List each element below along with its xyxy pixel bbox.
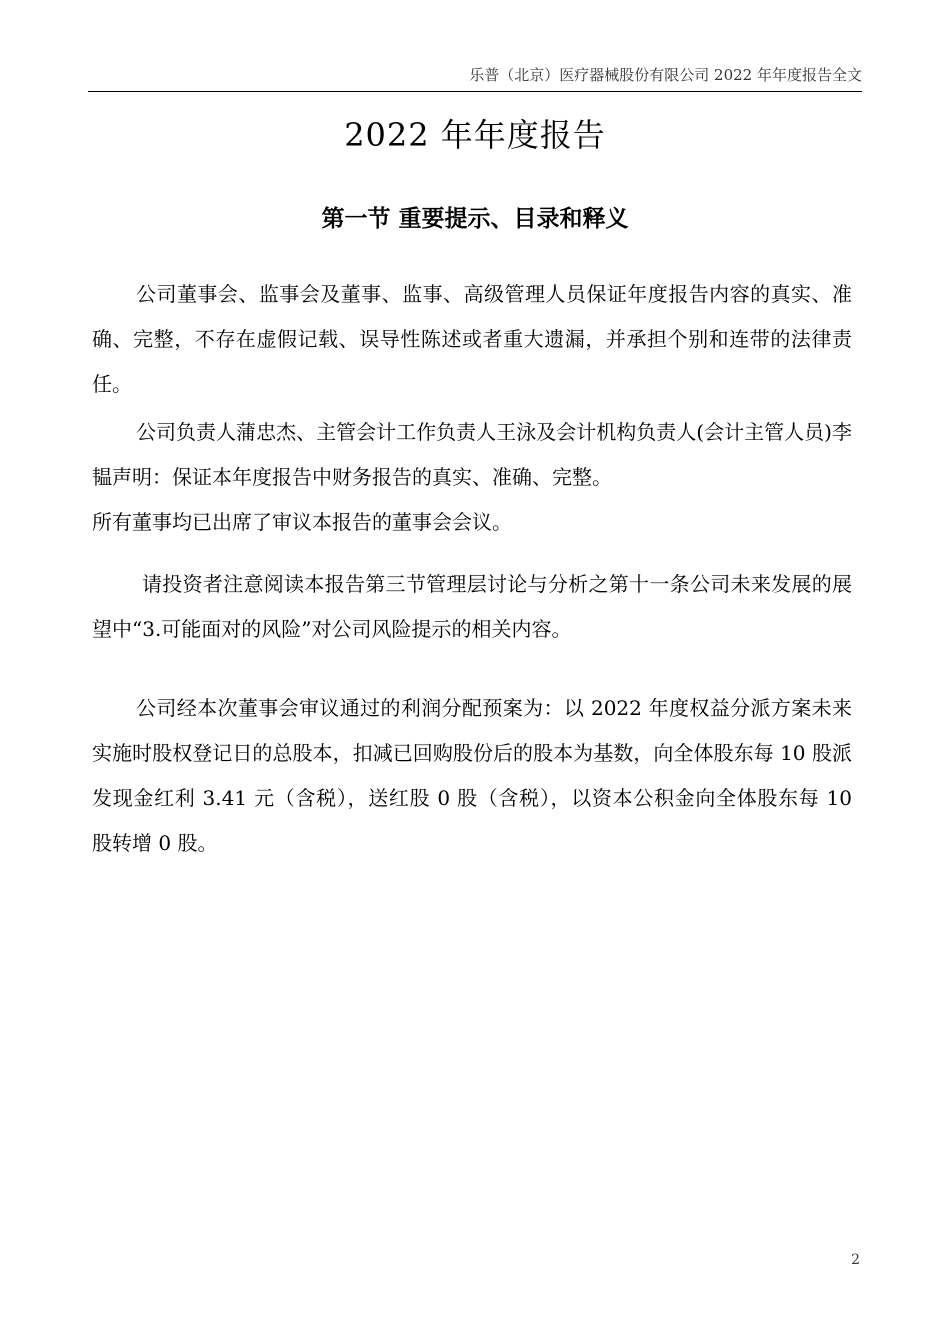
running-header: 乐普（北京）医疗器械股份有限公司 2022 年年度报告全文	[88, 64, 862, 92]
paragraph-profit-distribution: 公司经本次董事会审议通过的利润分配预案为：以 2022 年度权益分派方案未来实施时股权登记日的总股本，扣减已回购股份后的股本为基数，向全体股东每 10 股派发现金红利 3.41 元（含税），送红股 0 股（含税），以资本公积金向全体股东每 10 股转增 0 股。	[92, 696, 852, 855]
paragraph-board-guarantee: 公司董事会、监事会及董事、监事、高级管理人员保证年度报告内容的真实、准确、完整，不存在虚假记载、误导性陈述或者重大遗漏，并承担个别和连带的法律责任。	[92, 282, 852, 396]
paragraph-directors-attendance: 所有董事均已出席了审议本报告的董事会会议。	[92, 510, 512, 534]
page-number: 2	[851, 1252, 860, 1268]
paragraph-risk-notice: 请投资者注意阅读本报告第三节管理层讨论与分析之第十一条公司未来发展的展望中“3.可能面对的风险”对公司风险提示的相关内容。	[92, 572, 852, 641]
document-title: 2022 年年度报告	[344, 116, 606, 154]
paragraph-executive-statement: 公司负责人蒲忠杰、主管会计工作负责人王泳及会计机构负责人(会计主管人员)李韫声明：保证本年度报告中财务报告的真实、准确、完整。	[92, 420, 852, 489]
section-title: 第一节 重要提示、目录和释义	[321, 205, 629, 232]
